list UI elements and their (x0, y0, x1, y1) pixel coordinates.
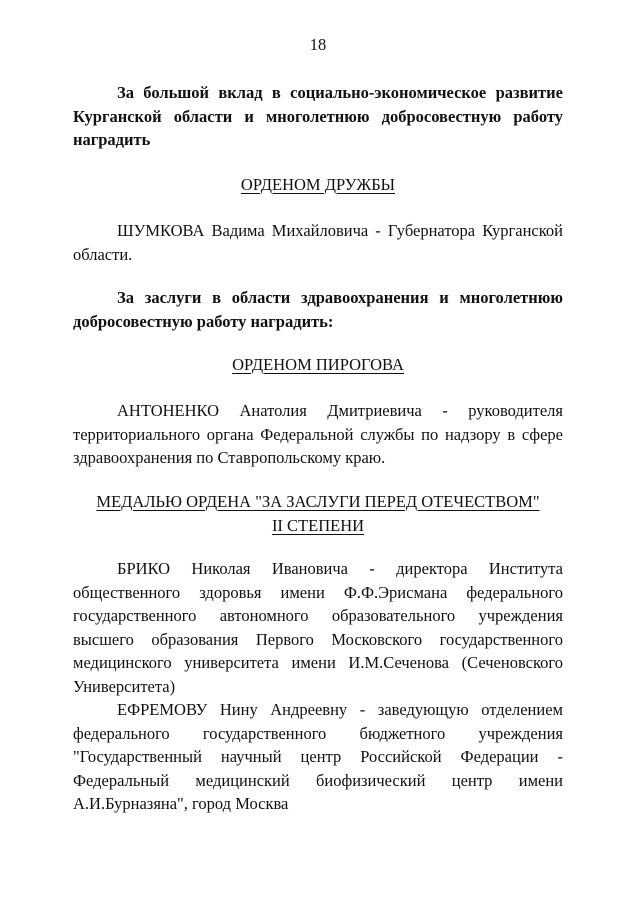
recipient-antonenko: АНТОНЕНКО Анатолия Дмитриевича - руководителя территориального органа Федеральной службы по надзору в сфере здравоохранения по Ставропольскому краю. (73, 401, 563, 467)
award-order-of-friendship (73, 173, 563, 197)
recipients-list (73, 557, 563, 816)
recipient-briko: БРИКО Николая Ивановича - директора Института общественного здоровья имени Ф.Ф.Эрисмана федерального государственного автономного образовательного учреждения высшего образования Первого Московского государственного медицинского университета имени И.М.Сеченова (Сеченовского Университета) (73, 559, 563, 696)
award-medal-for-merit (73, 490, 563, 537)
page-number: 18 (309, 35, 327, 54)
award-order-of-pirogov (73, 353, 563, 377)
award-title: ОРДЕНОМ ПИРОГОВА (232, 355, 404, 374)
section1-intro: За большой вклад в социально-экономическое развитие Курганской области и многолетнюю добросовестную работу наградить (73, 83, 563, 149)
award-title: ОРДЕНОМ ДРУЖБЫ (240, 175, 396, 194)
award-title-line2: II СТЕПЕНИ (271, 515, 365, 535)
document-page (73, 0, 563, 905)
section2-intro: За заслуги в области здравоохранения и многолетнюю добросовестную работу наградить: (73, 288, 563, 331)
award-title-line1: МЕДАЛЬЮ ОРДЕНА "ЗА ЗАСЛУГИ ПЕРЕД ОТЕЧЕСТВОМ" (96, 492, 540, 511)
recipient-shumkov: ШУМКОВА Вадима Михайловича - Губернатора Курганской области. (73, 221, 563, 264)
recipient-efremova: ЕФРЕМОВУ Нину Андреевну - заведующую отделением федерального государственного бюджетного учреждения "Государственный научный центр Российской Федерации - Федеральный медицинский биофизический центр имени А.И.Бурназяна", город Москва (73, 700, 563, 813)
